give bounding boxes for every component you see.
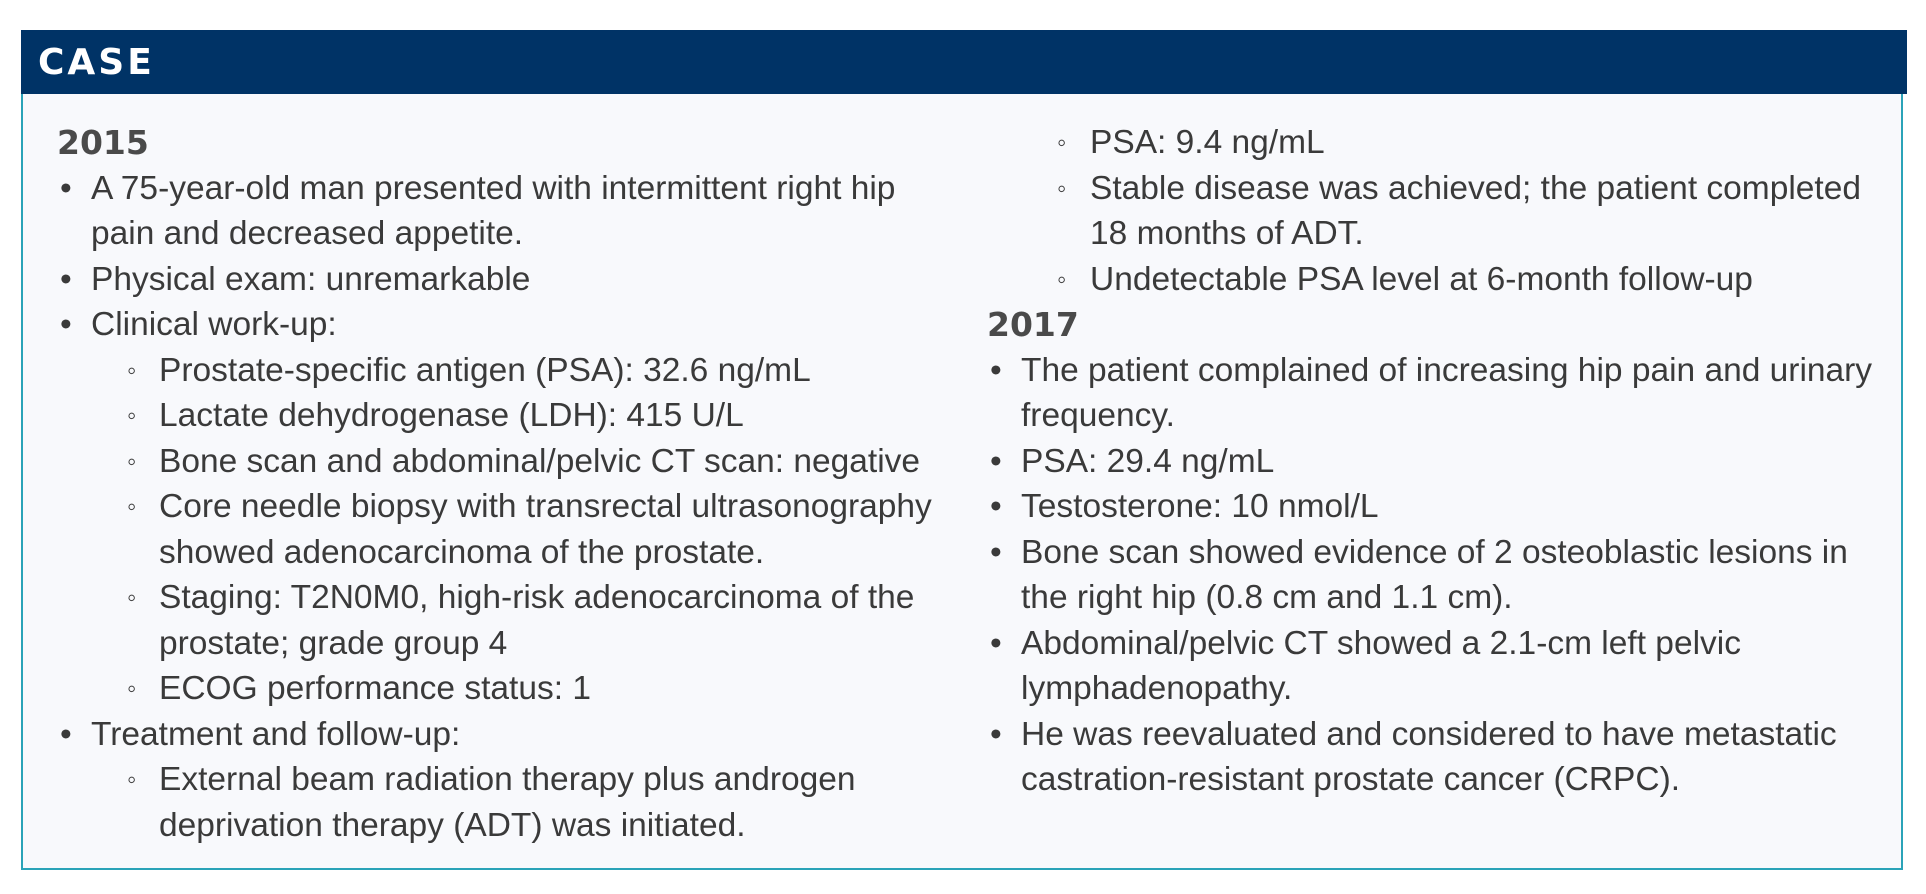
list-item-text: A 75-year-old man presented with intermittent right hip pain and decreased appetite.	[91, 169, 896, 252]
circle-bullet-icon: ◦	[127, 673, 137, 703]
list-item-text: External beam radiation therapy plus androgen deprivation therapy (ADT) was initiated.	[159, 761, 856, 844]
circle-bullet-icon: ◦	[127, 400, 137, 430]
bullet-icon: •	[990, 624, 1002, 662]
sub-list-item	[987, 166, 1903, 257]
bullet-icon: •	[990, 351, 1002, 389]
list-item-text: Physical exam: unremarkable	[91, 260, 531, 298]
sub-list-item	[57, 439, 962, 485]
sub-list-item	[57, 393, 962, 439]
list-item-text: The patient complained of increasing hip pain and urinary frequency.	[1021, 351, 1873, 434]
sub-list-item	[57, 575, 962, 666]
list-item	[57, 166, 962, 257]
bullet-icon: •	[60, 306, 72, 343]
sub-list-item	[987, 120, 1903, 166]
list-item-text: PSA: 9.4 ng/mL	[1090, 124, 1325, 161]
list-item	[57, 712, 962, 758]
list-item	[57, 257, 962, 303]
bullet-icon: •	[990, 488, 1002, 525]
list-item	[987, 439, 1903, 485]
column-2017	[987, 120, 1903, 803]
list-item-text: Bone scan and abdominal/pelvic CT scan: negative	[159, 442, 921, 480]
sub-list-item	[57, 348, 962, 394]
list-item-text: ECOG performance status: 1	[159, 670, 591, 707]
bullet-icon: •	[60, 169, 72, 207]
list-item-text: Core needle biopsy with transrectal ultrasonography showed adenocarcinoma of the prostate.	[159, 488, 932, 571]
sub-list-item	[987, 257, 1903, 303]
sub-list-item	[57, 757, 962, 848]
continued-sub-list	[987, 120, 1903, 302]
circle-bullet-icon: ◦	[127, 445, 137, 476]
list-item-text: Abdominal/pelvic CT showed a 2.1-cm left pelvic lymphadenopathy.	[1021, 624, 1741, 707]
bullet-icon: •	[990, 442, 1002, 480]
circle-bullet-icon: ◦	[127, 491, 137, 521]
year-heading-2017: 2017	[987, 305, 1079, 344]
list-item-text: Prostate-specific antigen (PSA): 32.6 ng/mL	[159, 351, 811, 389]
list-item-text: Bone scan showed evidence of 2 osteoblastic lesions in the right hip (0.8 cm and 1.1 cm).	[1021, 533, 1848, 616]
list-item-text: Staging: T2N0M0, high-risk adenocarcinoma of the prostate; grade group 4	[159, 579, 915, 662]
sub-list-item	[57, 484, 962, 575]
case-header: CASE	[21, 30, 1907, 94]
list-item-text: PSA: 29.4 ng/mL	[1021, 442, 1275, 480]
bullet-icon: •	[990, 715, 1002, 753]
list-item-text: Undetectable PSA level at 6-month follow-up	[1090, 260, 1753, 298]
list-item	[987, 530, 1903, 621]
list-item	[57, 302, 962, 348]
column-2015	[57, 120, 962, 848]
list-item-text: Stable disease was achieved; the patient completed 18 months of ADT.	[1090, 169, 1861, 252]
list-item-text: He was reevaluated and considered to have metastatic castration-resistant prostate cancer (CRPC).	[1021, 715, 1837, 798]
circle-bullet-icon: ◦	[127, 582, 137, 612]
list-item-text: Testosterone: 10 nmol/L	[1021, 488, 1379, 525]
circle-bullet-icon: ◦	[1057, 263, 1067, 294]
bullet-icon: •	[60, 715, 72, 753]
circle-bullet-icon: ◦	[127, 764, 137, 794]
list-item-text: Treatment and follow-up:	[91, 715, 461, 753]
circle-bullet-icon: ◦	[1057, 172, 1067, 203]
bullet-icon: •	[60, 260, 72, 298]
list-item	[987, 712, 1903, 803]
list-item	[987, 348, 1903, 439]
circle-bullet-icon: ◦	[127, 354, 137, 385]
circle-bullet-icon: ◦	[1057, 127, 1067, 157]
list-item	[987, 621, 1903, 712]
list-item	[987, 484, 1903, 530]
sub-list-item	[57, 666, 962, 712]
list-item-text: Clinical work-up:	[91, 306, 337, 343]
list-item-text: Lactate dehydrogenase (LDH): 415 U/L	[159, 397, 744, 434]
year-heading-2015: 2015	[57, 123, 149, 162]
case-panel	[21, 30, 1903, 870]
bullet-list-2017	[987, 348, 1903, 803]
bullet-list-2015	[57, 166, 962, 849]
bullet-icon: •	[990, 533, 1002, 571]
